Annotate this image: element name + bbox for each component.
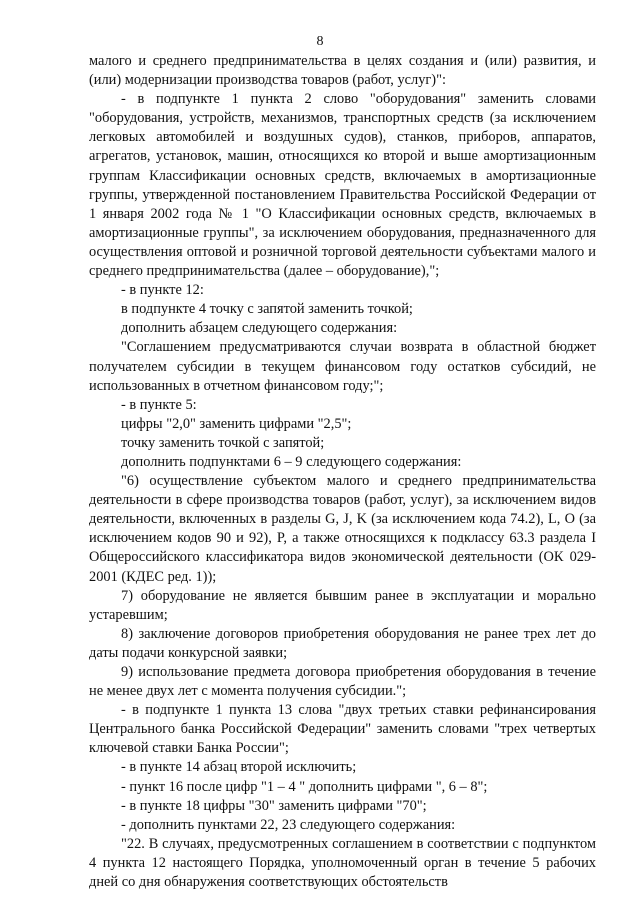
paragraph: дополнить подпунктами 6 – 9 следующего содержания: bbox=[121, 453, 462, 470]
paragraph: "22. В случаях, предусмотренных соглашением в соответствии с подпунктом 4 пункта 12 настоящего Порядка, уполномоченный орган в течение 5 рабочих дней со дня обнаружения соответствующих обстоятельств bbox=[89, 835, 596, 891]
paragraph: - в подпункте 1 пункта 13 слова "двух третьих ставки рефинансирования Центрального банка Российской Федерации" заменить словами "трех четвертых ключевой ставки Банка России"; bbox=[89, 702, 596, 757]
paragraph: в подпункте 4 точку с запятой заменить точкой; bbox=[121, 301, 413, 318]
paragraph: "6) осуществление субъектом малого и среднего предпринимательства деятельности в сфере производства товаров (работ, услуг), за исключением видов деятельности, включенных в разделы G, J, K (за исключением кода 74.2), L, O (за исключением кодов 90 и 92), P, а также относящихся к подклассу 63.3 раздела I Общероссийского классификатора видов экономической деятельности (ОК 029-2001 (КДЕС ред. 1)); bbox=[89, 473, 596, 585]
paragraph: цифры "2,0" заменить цифрами "2,5"; bbox=[121, 415, 352, 432]
paragraph: 9) использование предмета договора приобретения оборудования в течение не менее двух лет с момента получения субсидии."; bbox=[89, 664, 596, 700]
paragraph: 7) оборудование не является бывшим ранее в эксплуатации и морально устаревшим; bbox=[89, 587, 596, 623]
paragraph: - в подпункте 1 пункта 2 слово "оборудования" заменить словами "оборудования, устройств, механизмов, транспортных средств (за исключением легковых автомобилей и воздушных судов), станков, приборов, аппаратов, агрегатов, установок, машин, относящихся ко второй и выше амортизационным группам Классификации основных средств, включаемых в амортизационные группы, утвержденной постановлением Правительства Российской Федерации от 1 января 2002 года № 1 "О Классификации основных средств, включаемых в амортизационные группы", за исключением оборудования, предназначенного для осуществления оптовой и розничной торговой деятельности субъектами малого и среднего предпринимательства (далее – оборудование),"; bbox=[89, 91, 596, 280]
paragraph: - в пункте 12: bbox=[121, 282, 204, 299]
paragraph: точку заменить точкой с запятой; bbox=[121, 434, 325, 451]
paragraph: - в пункте 5: bbox=[121, 396, 197, 413]
paragraph: малого и среднего предпринимательства в целях создания и (или) развития, и (или) модернизации производства товаров (работ, услуг)": bbox=[89, 53, 596, 89]
paragraph: - пункт 16 после цифр "1 – 4 " дополнить цифрами ", 6 – 8"; bbox=[121, 778, 488, 795]
paragraph: "Соглашением предусматриваются случаи возврата в областной бюджет получателем субсидии в текущем финансовом году остатков субсидий, не использованных в отчетном финансовом году;"; bbox=[89, 339, 596, 394]
paragraph: - в пункте 14 абзац второй исключить; bbox=[121, 759, 357, 776]
paragraph: 8) заключение договоров приобретения оборудования не ранее трех лет до даты подачи конкурсной заявки; bbox=[89, 625, 596, 661]
paragraph: - в пункте 18 цифры "30" заменить цифрами "70"; bbox=[121, 797, 427, 814]
page-number: 8 bbox=[316, 34, 324, 49]
paragraph: - дополнить пунктами 22, 23 следующего содержания: bbox=[121, 816, 456, 833]
document-body bbox=[89, 52, 596, 892]
paragraph: дополнить абзацем следующего содержания: bbox=[121, 320, 398, 337]
